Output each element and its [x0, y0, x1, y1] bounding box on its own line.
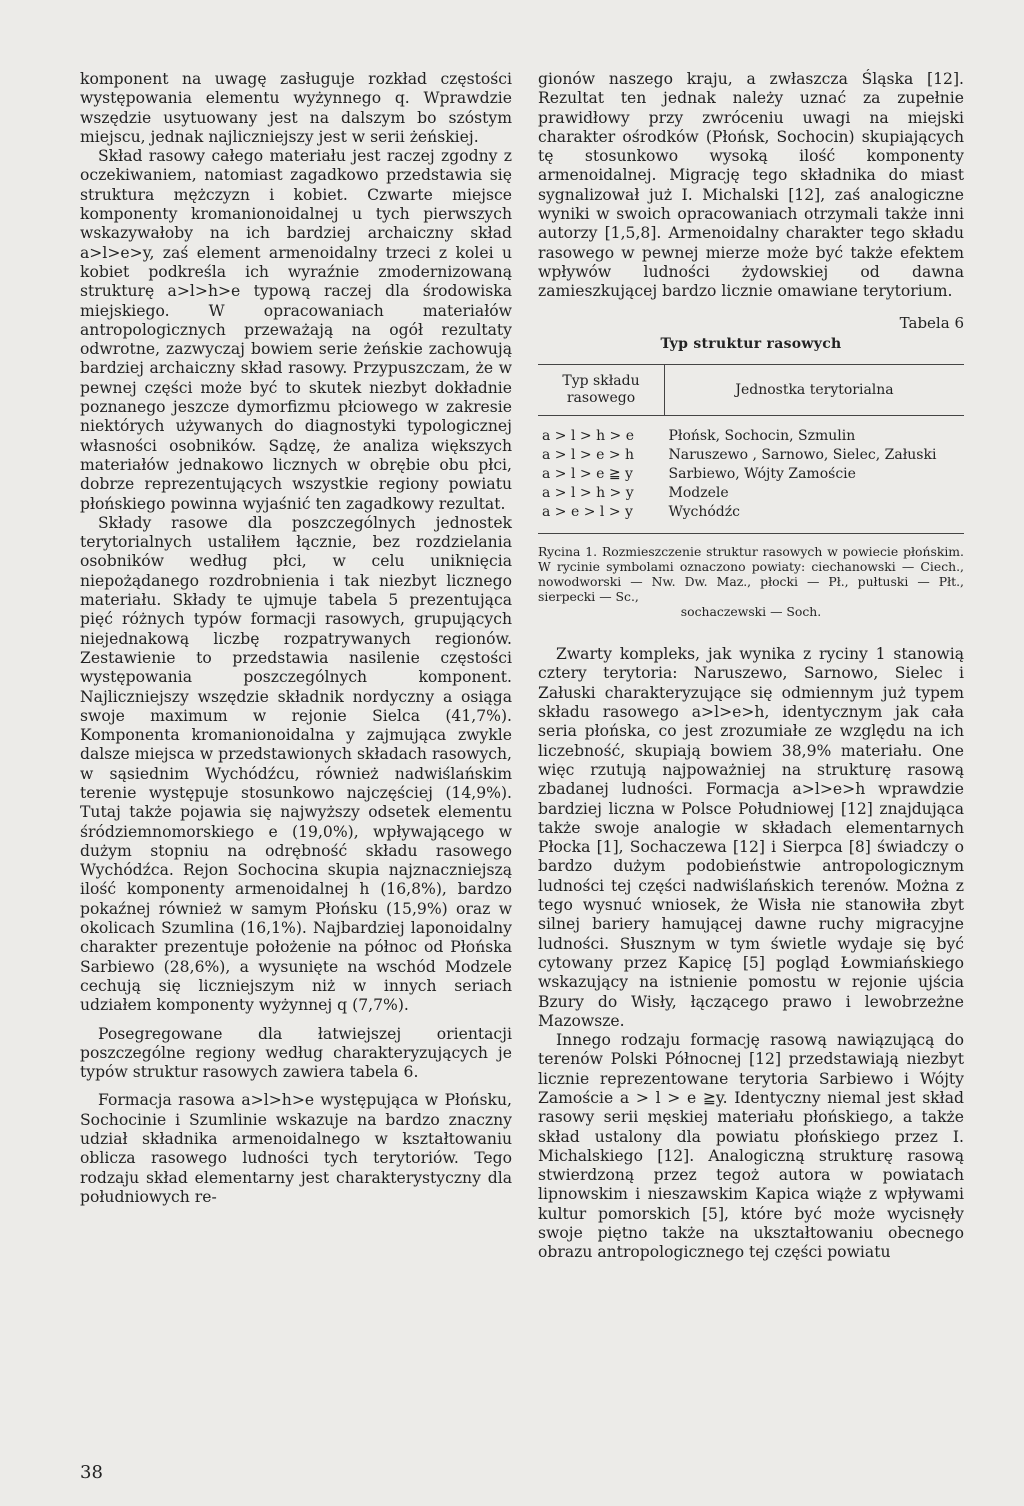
table-cell-territories: Naruszewo , Sarnowo, Sielec, Załuski [668, 447, 937, 464]
paragraph: Posegregowane dla łatwiejszej orientacji poszczególne regiony według charakteryzujących je typów struktur rasowych zawiera tabela 6. [80, 1024, 512, 1082]
page-number: 38 [80, 1462, 103, 1483]
left-column [80, 70, 512, 1207]
figure-caption [538, 544, 964, 619]
table-title: Typ struktur rasowych [660, 335, 842, 352]
table-row [538, 416, 964, 447]
table-header: Typ składu rasowego [538, 365, 665, 416]
table-cell-formula: a > e > l > y [538, 503, 665, 534]
paragraph: komponent na uwagę zasługuje rozkład częstości występowania elementu wyżynnego q. Wprawdzie wszędzie usytuowany jest na dalszym bo szóstym miejscu, jednak najliczniejszy jest w serii żeńskiej. [80, 70, 512, 146]
table-cell-formula: a > l > e > h [542, 447, 635, 464]
paragraph: Składy rasowe dla poszczególnych jednostek terytorialnych ustaliłem łącznie, bez rozdzielania osobników według płci, w celu uniknięcia niepożądanego rozdrobnienia i tak niezbyt licznego materiału. Składy te ujmuje tabela 5 prezentująca pięć różnych typów formacji rasowych, grupujących niejednakową liczbę rozpatrywanych regionów. Zestawienie to przedstawia nasilenie częstości występowania poszczególnych komponent. Najliczniejszy wszędzie składnik nordyczny a osiąga swoje maximum w rejonie Sielca (41,7%). Komponenta kromanionoidalna y zajmująca zwykle dalsze miejsca w przedstawionych składach rasowych, w sąsiednim Wychódźcu, również nadwiślańskim terenie występuje stosunkowo najczęściej (14,9%). Tutaj także pojawia się najwyższy odsetek elementu śródziemnomorskiego e (19,0%), wpływającego w dużym stopniu na odrębność składu rasowego Wychódźca. Rejon Sochocina skupia najznaczniejszą ilość komponenty armenoidalnej h (16,8%), bardzo pokaźnej również w samym Płońsku (15,9%) oraz w okolicach Szumlina (16,1%). Najbardziej laponoidalny charakter prezentuje położenie na północ od Płońska Sarbiewo (28,6%), a wysunięte na wschód Modzele cechują się liczniejszym niż w innych seriach udziałem komponenty wyżynnej q (7,7%). [80, 513, 512, 1015]
table-cell-formula: a > l > h > y [542, 485, 634, 502]
table-cell-territories: Modzele [668, 485, 729, 502]
paragraph: Formacja rasowa a>l>h>e występująca w Płońsku, Sochocinie i Szumlinie wskazuje na bardzo znaczny udział składnika armenoidalnego w kształtowaniu oblicza rasowego ludności tych terytoriów. Tego rodzaju skład elementarny jest charakterystyczny dla południowych re- [80, 1091, 512, 1206]
paragraph: Innego rodzaju formację rasową nawiązującą do terenów Polski Północnej [12] przedstawiają niezbyt licznie reprezentowane terytoria Sarbiewo i Wójty Zamoście a > l > e ≧y. Identyczny niemal jest skład rasowy serii męskiej materiału płońskiego, a także skład ustalony dla powiatu płońskiego przez I. Michalskiego [12]. Analogiczną strukturę rasową stwierdzoną przez tegoż autora w powiatach lipnowskim i nieszawskim Kapica wiąże z wpływami kultur pomorskich [5], które być może wycisnęły swoje piętno także na ukształtowaniu obecnego obrazu antropologicznego tej części powiatu [538, 1031, 964, 1262]
table-row [538, 465, 964, 484]
table-header: Jednostka terytorialna [665, 365, 965, 416]
paragraph: Zwarty kompleks, jak wynika z ryciny 1 stanowią cztery terytoria: Naruszewo, Sarnowo, Sielec i Załuski charakteryzujące się odmiennym już typem składu rasowego a>l>e>h, identycznym jak cała seria płońska, co jest zrozumiałe ze względu na ich liczebność, skupiają bowiem 38,9% materiału. One więc rzutują najpoważniej na strukturę rasową zbadanej ludności. Formacja a>l>e>h wprawdzie bardziej liczna w Polsce Południowej [12] znajdująca także swoje analogie w składach elementarnych Płocka [1], Sochaczewa [12] i Sierpca [8] świadczy o bardzo dużym podobieństwie antropologicznym ludności tej części nadwiślańskich terenów. Można z tego wysnuć wniosek, że Wisła nie stanowiła zbyt silnej bariery hamującej dawne ruchy migracyjne ludności. Słusznym w tym świetle wydaje się być cytowany przez Kapicę [5] pogląd Łowmiańskiego wskazujący na istnienie pomostu w rejonie ujścia Bzury do Wisły, łączącego prawo i lewobrzeżne Mazowsze. [538, 645, 964, 1030]
table-cell-territories: Sarbiewo, Wójty Zamoście [668, 466, 856, 483]
table-row [538, 484, 964, 503]
table-cell-formula: a > l > h > e [542, 428, 635, 445]
table-cell-formula: a > l > e ≧ y [542, 466, 633, 483]
table-cell-territories: Wychódźc [665, 503, 965, 534]
table-row [538, 503, 964, 534]
table-row [538, 446, 964, 465]
right-column [538, 70, 964, 1263]
table-cell-territories: Płońsk, Sochocin, Szmulin [668, 428, 856, 445]
figure-caption-last-line: sochaczewski — Soch. [680, 604, 822, 620]
figure-caption-text: Rycina 1. Rozmieszczenie struktur rasowych w powiecie płońskim. W rycinie symbolami oznaczono powiaty: ciechanowski — Ciech., nowodworski — Nw. Dw. Maz., płocki — Pł., pułtuski — Płt., sierpecki — Sc., [538, 544, 964, 605]
paragraph: gionów naszego kraju, a zwłaszcza Śląska [12]. Rezultat ten jednak należy uznać za zupełnie prawidłowy przy zwróceniu uwagi na miejski charakter ośrodków (Płońsk, Sochocin) skupiających tę stosunkowo wysoką ilość komponenty armenoidalnej. Migrację tego składnika do miast sygnalizował już I. Michalski [12], zaś analogiczne wyniki w swoich opracowaniach otrzymali także inni autorzy [1,5,8]. Armenoidalny charakter tego składu rasowego w pewnej mierze może być także efektem wpływów ludności żydowskiej od dawna zamieszkującej bardzo licznie omawiane terytorium. [538, 70, 964, 301]
paragraph: Skład rasowy całego materiału jest raczej zgodny z oczekiwaniem, natomiast zagadkowo przedstawia się struktura mężczyzn i kobiet. Czwarte miejsce komponenty kromanionoidalnej u tych pierwszych wskazywałoby na ich bardziej archaiczny skład a>l>e>y, zaś element armenoidalny trzeci z kolei u kobiet podkreśla ich wyraźnie zmodernizowaną strukturę a>l>h>e typową raczej dla środowiska miejskiego. W opracowaniach materiałów antropologicznych przeważają na ogół rezultaty odwrotne, zazwyczaj bowiem serie żeńskie zachowują bardziej archaiczny skład rasowy. Przypuszczam, że w pewnej części może być to skutek niezbyt dokładnie poznanego jeszcze dymorfizmu płciowego w zakresie niektórych używanych do diagnostyki typologicznej własności osobników. Sądzę, że analiza większych materiałów jednakowo licznych w obrębie obu płci, dobrze reprezentujących wszystkie regiony powiatu płońskiego powinna wyjaśnić ten zagadkowy rezultat. [80, 147, 512, 513]
table-label: Tabela 6 [899, 313, 964, 332]
race-structure-table [538, 364, 964, 534]
